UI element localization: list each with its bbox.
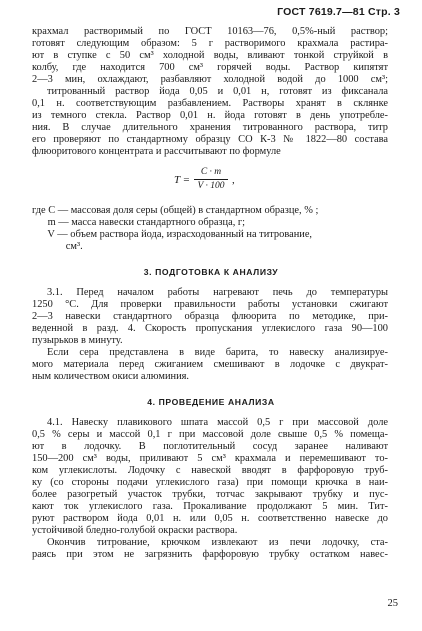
formula-tail: , (232, 174, 235, 186)
intro-line: колбу, где находится 700 см³ горячей воды. Раствор кипятят (32, 62, 388, 73)
intro-line: 0,1 н. соответствующим разбавлением. Растворы хранят в склянке (32, 98, 388, 109)
definition-line: m — масса навески стандартного образца, г; (32, 217, 246, 228)
intro-line: его проверяют по стандартному образцу СО К-3 № 1822—80 состава (32, 134, 388, 145)
intro-line: ют в ступке с 50 см³ холодной воды, вливают тонкой струйкой в (32, 50, 388, 61)
section-line: 0,5 % серы и массой 0,1 г при массовой доле свыше 0,5 % помеща- (32, 429, 388, 440)
formula-numerator: C · m (200, 167, 222, 177)
section-line: раясь при этом не загрязнить фарфоровую трубку остатком навес- (32, 549, 388, 560)
section-line: руют раствором йода 0,01 н. или 0,05 н. соответственно навеске до (32, 513, 388, 524)
intro-line: из темного стекла. Раствор 0,01 н. йода готовят в день употребле- (32, 110, 388, 121)
intro-line: готовят следующим образом: 5 г растворимого крахмала растира- (32, 38, 388, 49)
fraction-bar (194, 179, 228, 180)
section-line: Если сера представлена в виде барита, то навеску анализируе- (47, 347, 388, 358)
section-line: более разогретый участок трубки, тотчас закрывают трубку и пус- (32, 489, 388, 500)
page-number: 25 (387, 598, 398, 609)
section-line: 2—3 навески стандартного образца флюорита по методике, при- (32, 311, 388, 322)
definition-line: где C — массовая доля серы (общей) в стандартном образце, % ; (32, 205, 319, 216)
section-line: Окончив титрование, крючком извлекают из печи лодочку, ста- (47, 537, 388, 548)
intro-line: флюоритового концентрата и рассчитывают по формуле (32, 146, 281, 157)
section-line: кают ток углекислого газа. Прокаливание продолжают 5 мин. Тит- (32, 501, 388, 512)
section-line: ным количеством окиси алюминия. (32, 371, 190, 382)
intro-line: ния. В случае длительного хранения титрованного раствора, титр (32, 122, 388, 133)
section-line: мого материала перед сжиганием смешивают в лодочке с двукрат- (32, 359, 388, 370)
section-line: 3.1. Перед началом работы нагревают печь до температуры (47, 287, 388, 298)
intro-line: титрованный раствор йода 0,05 и 0,01 н, готовят из фиксанала (47, 86, 388, 97)
formula-denominator: V · 100 (197, 181, 225, 191)
formula-lhs: T = (174, 174, 191, 186)
section-line: пузырьков в минуту. (32, 335, 123, 346)
section-line: ют в лодочку. В поглотительный сосуд заранее наливают (32, 441, 388, 452)
section-line: 150—200 см³ воды, приливают 5 см³ крахмала и перемешивают то- (32, 453, 388, 464)
definition-line: см³. (32, 241, 83, 252)
page-header: ГОСТ 7619.7—81 Стр. 3 (277, 6, 400, 18)
section-line: ку (со стороны подачи углекислого газа) при помощи крючка в наи- (32, 477, 388, 488)
titer-formula (170, 167, 270, 195)
section-line: 4.1. Навеску плавикового шпата массой 0,5 г при массовой доле (47, 417, 388, 428)
section-line: устойчивой бледно-голубой окраски раствора. (32, 525, 238, 536)
section-line: ком углекислоты. Лодочку с навеской вводят в фарфоровую труб- (32, 465, 388, 476)
formula-fraction (194, 167, 228, 192)
section-line: веденной в разд. 4. Скорость пропускания углекислого газа 90—100 (32, 323, 388, 334)
intro-line: крахмал растворимый по ГОСТ 10163—76, 0,5%-ный раствор; (32, 26, 388, 37)
section-title: 3. ПОДГОТОВКА К АНАЛИЗУ (143, 267, 279, 277)
definition-line: V — объем раствора йода, израсходованный на титрование, (32, 229, 313, 240)
intro-line: 2—3 мин, охлаждают, разбавляют холодной водой до 1000 см³; (32, 74, 388, 85)
section-title: 4. ПРОВЕДЕНИЕ АНАЛИЗА (147, 397, 275, 407)
section-line: 1250 °С. Для проверки правильности работы установки сжигают (32, 299, 388, 310)
